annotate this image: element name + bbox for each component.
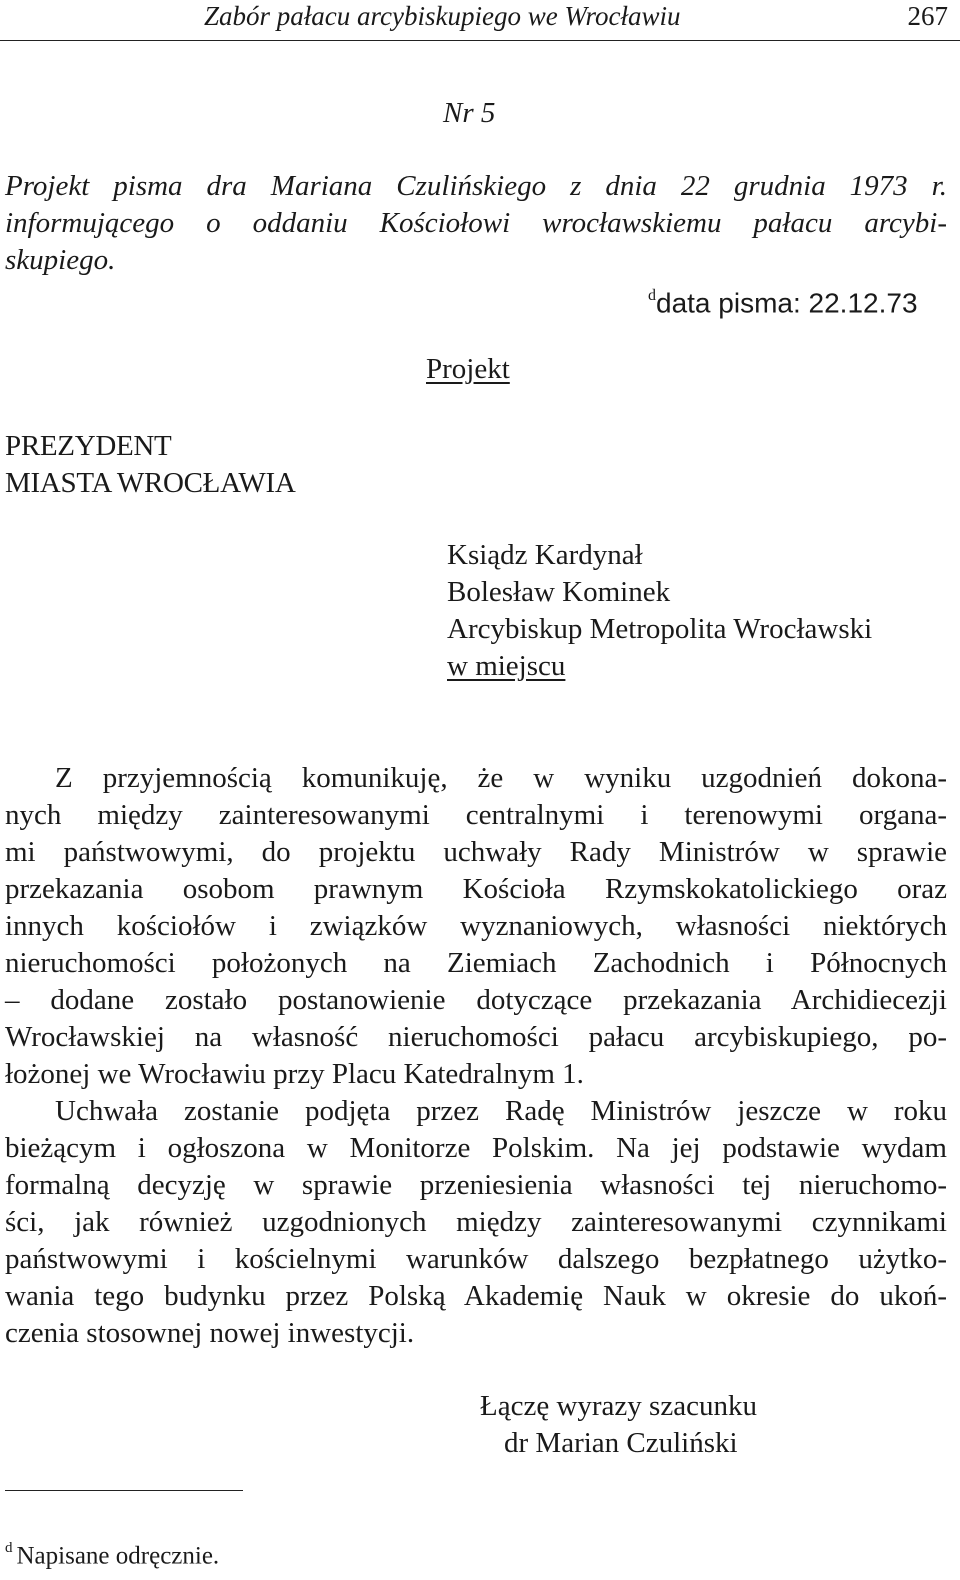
sender-block <box>5 428 295 502</box>
footnote-marker: d <box>648 287 656 304</box>
paragraph <box>5 760 947 1093</box>
addressee-line: Ksiądz Kardynał <box>447 539 643 571</box>
body-line: czenia stosownej nowej inwestycji. <box>5 1317 415 1349</box>
body-line: innych kościołów i związków wyznaniowych, własności niektórych <box>5 910 947 942</box>
closing-block <box>480 1388 757 1462</box>
body-line: mi państwowymi, do projektu uchwały Rady Ministrów w sprawie <box>5 836 947 868</box>
document-number: Nr 5 <box>443 97 496 129</box>
body-line: nieruchomości położonych na Ziemiach Zachodnich i Północnych <box>5 947 947 979</box>
body-line: Z przyjemnością komunikuję, że w wyniku uzgodnień dokona- <box>55 762 947 794</box>
letter-body <box>5 760 947 1352</box>
footnote-text: Napisane odręcznie. <box>16 1542 220 1570</box>
addressee-line: Bolesław Kominek <box>447 576 671 608</box>
body-line: nych między zainteresowanymi centralnymi i terenowymi organa- <box>5 799 947 831</box>
addressee-line: Arcybiskup Metropolita Wrocławski <box>447 613 873 645</box>
addressee-line: w miejscu <box>447 650 566 682</box>
body-line: Uchwała zostanie podjęta przez Radę Ministrów jeszcze w roku <box>55 1095 947 1127</box>
document-heading <box>5 168 947 279</box>
paragraph <box>5 1093 947 1352</box>
handwritten-date-text: data pisma: 22.12.73 <box>656 287 918 319</box>
body-line: łożonej we Wrocławiu przy Placu Katedralnym 1. <box>5 1058 584 1090</box>
running-title: Zabór pałacu arcybiskupiego we Wrocławiu <box>204 1 681 31</box>
addressee-block <box>447 537 872 685</box>
heading-line: Projekt pisma dra Mariana Czulińskiego z dnia 22 grudnia 1973 r. <box>5 170 947 202</box>
body-line: ści, jak również uzgodnionych między zainteresowanymi czynnikami <box>5 1206 947 1238</box>
closing-salutation: Łączę wyrazy szacunku <box>480 1390 757 1422</box>
body-line: formalną decyzję w sprawie przeniesienia własności tej nieruchomo- <box>5 1169 947 1201</box>
footnote <box>5 1535 219 1571</box>
running-head <box>0 0 960 41</box>
body-line: przekazania osobom prawnym Kościoła Rzymskokatolickiego oraz <box>5 873 947 905</box>
body-line: – dodane zostało postanowienie dotyczące przekazania Archidiecezji <box>5 984 947 1016</box>
draft-label: Projekt <box>426 353 510 385</box>
body-line: wania tego budynku przez Polską Akademię Nauk w okresie do ukoń- <box>5 1280 947 1312</box>
handwritten-date <box>648 281 918 320</box>
body-line: Wrocławskiej na własność nieruchomości pałacu arcybiskupiego, po- <box>5 1021 947 1053</box>
body-line: bieżącym i ogłoszona w Monitorze Polskim. Na jej podstawie wydam <box>5 1132 947 1164</box>
footnote-marker: d <box>5 1540 13 1556</box>
sender-line: MIASTA WROCŁAWIA <box>5 467 296 499</box>
heading-line: informującego o oddaniu Kościołowi wrocławskiemu pałacu arcybi- <box>5 207 947 239</box>
signature-name: dr Marian Czuliński <box>504 1427 738 1459</box>
sender-line: PREZYDENT <box>5 430 172 462</box>
footnote-divider <box>5 1490 243 1491</box>
heading-line: skupiego. <box>5 244 116 276</box>
page-number: 267 <box>907 1 948 31</box>
body-line: państwowymi i kościelnymi warunków dalszego bezpłatnego użytko- <box>5 1243 947 1275</box>
